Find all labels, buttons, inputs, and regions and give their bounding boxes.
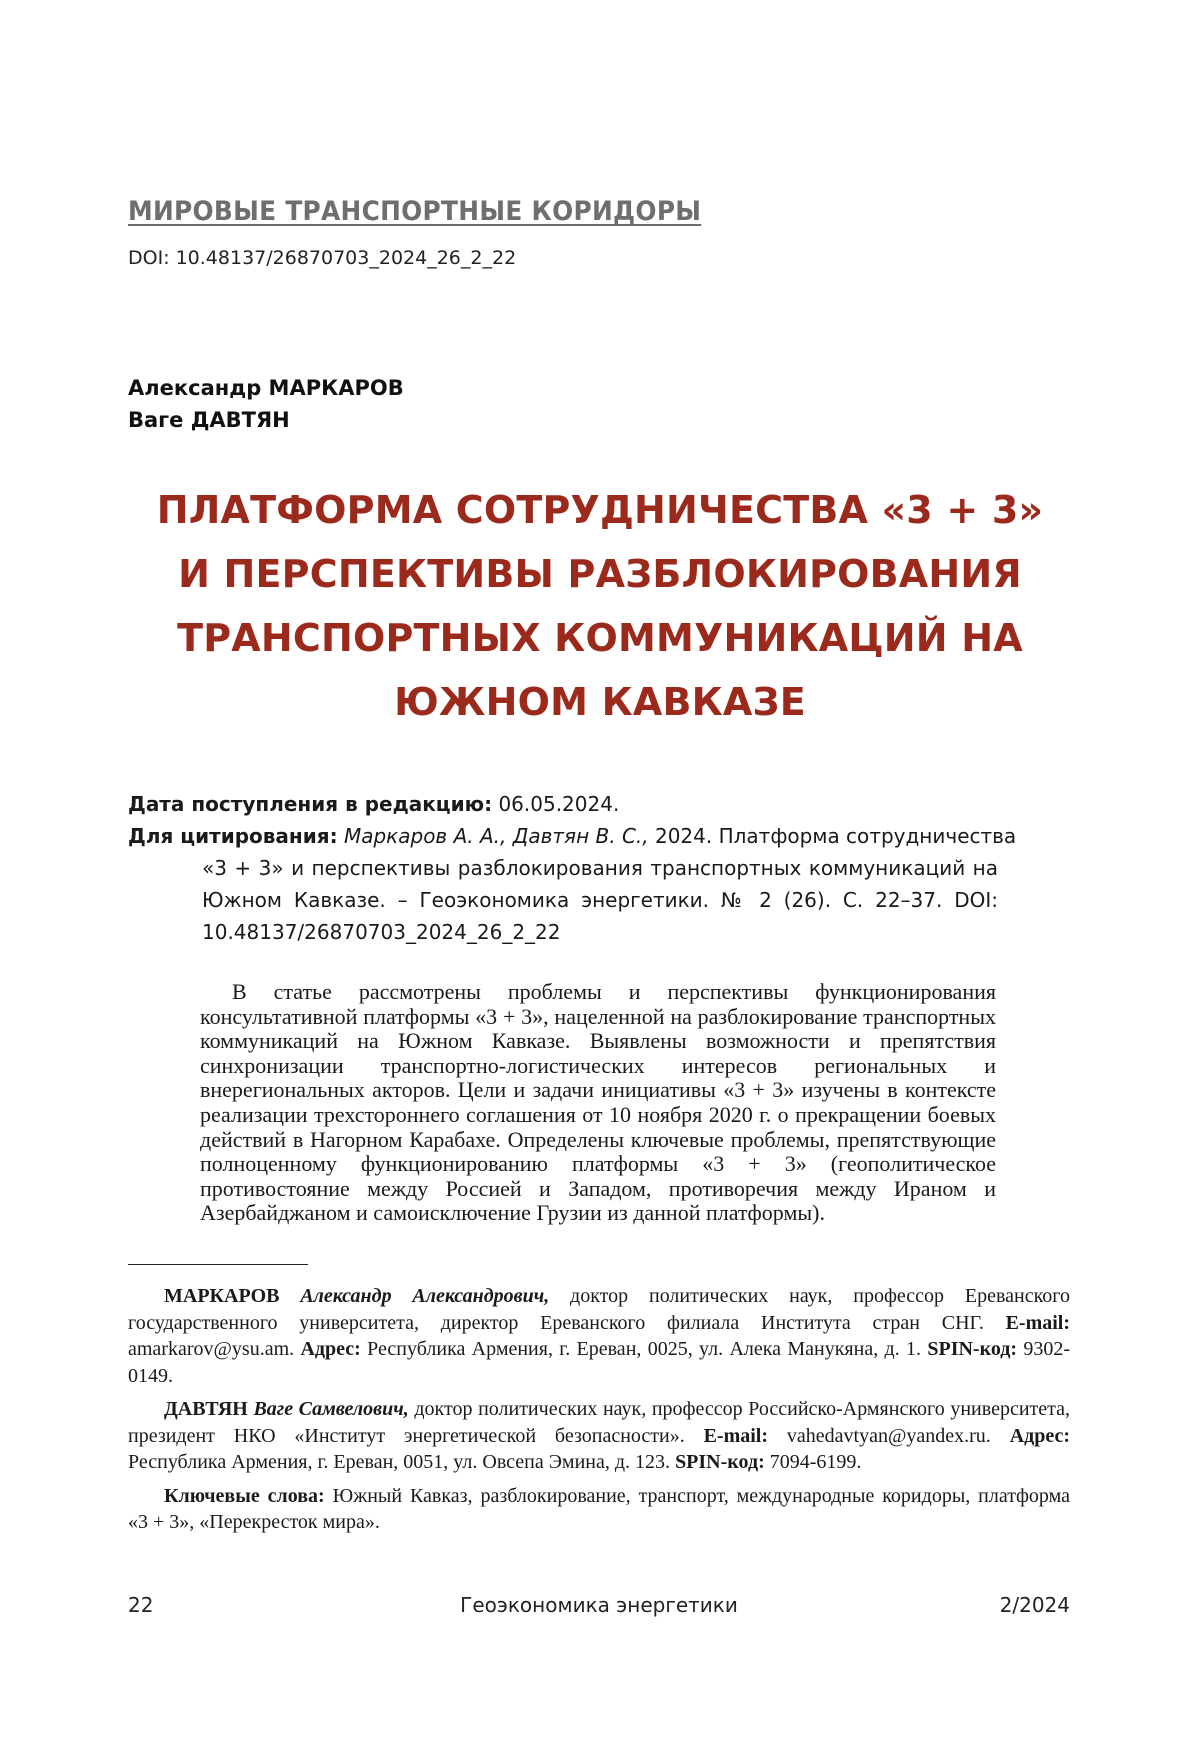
- citation-authors: Маркаров А. А., Давтян В. С.,: [344, 824, 649, 848]
- footnote-given-name: Александр Александрович,: [300, 1285, 549, 1307]
- received-date: [128, 788, 998, 820]
- spin-value: 7094-6199.: [770, 1451, 862, 1473]
- spin-label: SPIN-код:: [927, 1338, 1017, 1360]
- page-number: 22: [128, 1593, 153, 1617]
- footnotes: [128, 1283, 1070, 1543]
- received-value: 06.05.2024.: [498, 792, 619, 816]
- author-name: Ваге ДАВТЯН: [128, 404, 404, 436]
- citation-line: 10.48137/26870703_2024_26_2_22: [202, 916, 998, 948]
- page-footer: [128, 1593, 1070, 1623]
- journal-page: [0, 0, 1200, 1747]
- spin-label: SPIN-код:: [675, 1451, 765, 1473]
- citation-continuation: [128, 852, 998, 948]
- email-label: E-mail:: [704, 1425, 768, 1447]
- section-heading: МИРОВЫЕ ТРАНСПОРТНЫЕ КОРИДОРЫ: [128, 196, 701, 227]
- doi-line: [128, 247, 516, 269]
- footnote-description: доктор политических наук, профессор Российско-Армянского университета, президент НКО «Институт энергетической безопасности».: [128, 1398, 1070, 1447]
- email-value: vahedavtyan@yandex.ru.: [787, 1425, 991, 1447]
- title-line: ТРАНСПОРТНЫХ КОММУНИКАЦИЙ НА: [130, 606, 1070, 670]
- title-line: ЮЖНОМ КАВКАЗЕ: [130, 670, 1070, 734]
- author-footnote: [128, 1283, 1070, 1389]
- address-label: Адрес:: [300, 1338, 360, 1360]
- footnote-divider: [128, 1264, 308, 1265]
- author-list: [128, 372, 404, 436]
- doi-label: DOI:: [128, 247, 170, 269]
- footnote-description: доктор политических наук, профессор Ереванского государственного университета, директор Ереванского филиала Института стран СНГ.: [128, 1285, 1070, 1334]
- citation-label: Для цитирования:: [128, 824, 338, 848]
- doi-value: 10.48137/26870703_2024_26_2_22: [176, 247, 517, 269]
- citation-text: 2024. Платформа сотрудничества: [655, 824, 1016, 848]
- address-value: Республика Армения, г. Ереван, 0025, ул. Алека Манукяна, д. 1.: [367, 1338, 921, 1360]
- citation-first-line: [128, 820, 998, 852]
- spin-value: 9302-0149.: [128, 1338, 1070, 1387]
- address-value: Республика Армения, г. Ереван, 0051, ул. Овсепа Эмина, д. 123.: [128, 1451, 670, 1473]
- author-name: Александр МАРКАРОВ: [128, 372, 404, 404]
- email-label: E-mail:: [1006, 1312, 1070, 1334]
- article-title: [130, 478, 1070, 734]
- author-footnote: [128, 1396, 1070, 1476]
- received-label: Дата поступления в редакцию:: [128, 792, 492, 816]
- email-value: amarkarov@ysu.am.: [128, 1338, 294, 1360]
- keywords-value: Южный Кавказ, разблокирование, транспорт, международные коридоры, платформа «3 + 3», «Перекресток мира».: [128, 1485, 1070, 1534]
- keywords-label: Ключевые слова:: [164, 1485, 325, 1507]
- footnote-surname: МАРКАРОВ: [164, 1285, 279, 1307]
- article-meta: [128, 788, 998, 948]
- citation-line: «3 + 3» и перспективы разблокирования транспортных коммуникаций на: [202, 852, 998, 884]
- citation-line: Южном Кавказе. – Геоэкономика энергетики. № 2 (26). С. 22–37. DOI:: [202, 884, 998, 916]
- issue-number: 2/2024: [1000, 1593, 1070, 1617]
- footnote-given-name: Ваге Самвелович,: [253, 1398, 408, 1420]
- abstract: [200, 980, 996, 1226]
- footnote-surname: ДАВТЯН: [164, 1398, 248, 1420]
- title-line: ПЛАТФОРМА СОТРУДНИЧЕСТВА «3 + 3»: [130, 478, 1070, 542]
- address-label: Адрес:: [1010, 1425, 1070, 1447]
- abstract-text: В статье рассмотрены проблемы и перспективы функционирования консультативной платформы «3 + 3», нацеленной на разблокирование транспортных коммуникаций на Южном Кавказе. Выявлены возможности и препятствия синхронизации транспортно-логистических интересов региональных и внерегиональных акторов. Цели и задачи инициативы «3 + 3» изучены в контексте реализации трехстороннего соглашения от 10 ноября 2020 г. о прекращении боевых действий в Нагорном Карабахе. Определены ключевые проблемы, препятствующие полноценному функционированию платформы «3 + 3» (геополитическое противостояние между Россией и Западом, противоречия между Ираном и Азербайджаном и самоисключение Грузии из данной платформы).: [200, 980, 996, 1226]
- keywords: [128, 1483, 1070, 1536]
- title-line: И ПЕРСПЕКТИВЫ РАЗБЛОКИРОВАНИЯ: [130, 542, 1070, 606]
- journal-name: Геоэкономика энергетики: [128, 1593, 1070, 1617]
